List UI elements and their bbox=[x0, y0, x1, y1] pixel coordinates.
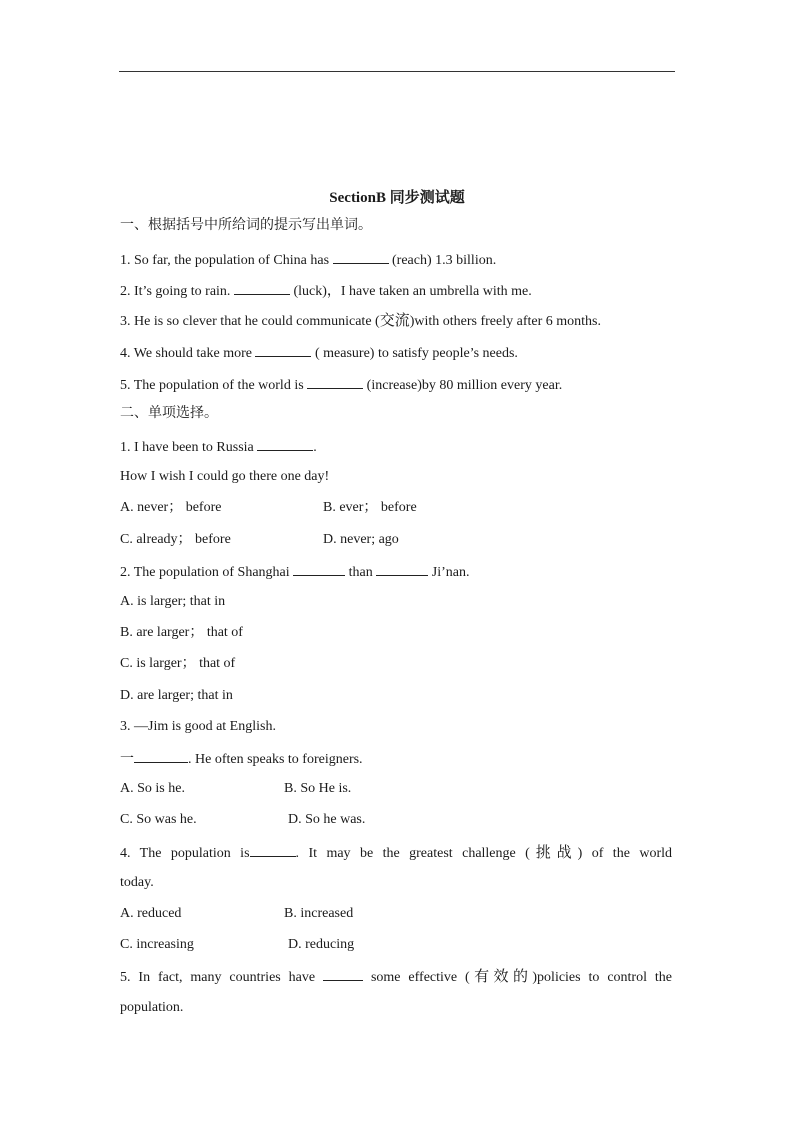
p2-q3-stem: 3. —Jim is good at English. bbox=[120, 719, 276, 734]
p2-q4-option-c[interactable]: C. increasing bbox=[120, 937, 194, 952]
answer-blank[interactable] bbox=[376, 562, 428, 576]
p2-q3-option-d[interactable]: D. So he was. bbox=[288, 812, 366, 827]
p2-q1-option-a[interactable]: A. never； before bbox=[120, 500, 222, 515]
p2-q2-stem: 2. The population of Shanghai than Ji’nan. bbox=[120, 562, 470, 582]
p2-q1-line2: How I wish I could go there one day! bbox=[120, 469, 330, 484]
p2-q2-option-c[interactable]: C. is larger； that of bbox=[120, 656, 236, 671]
p2-q4-option-a[interactable]: A. reduced bbox=[120, 906, 182, 921]
p2-q4-option-d[interactable]: D. reducing bbox=[288, 937, 355, 952]
p1-question-2: 2. It’s going to rain. (luck)，I have taken an umbrella with me. bbox=[120, 281, 532, 301]
answer-blank[interactable] bbox=[134, 749, 188, 763]
p2-q3-option-a[interactable]: A. So is he. bbox=[120, 781, 185, 796]
p1-question-5: 5. The population of the world is (increase)by 80 million every year. bbox=[120, 375, 562, 395]
p2-q4-stem: 4. The population is . It may be the greatest challenge (挑战) of the world bbox=[120, 843, 672, 861]
p2-q4-line2: today. bbox=[120, 875, 154, 890]
part1-heading: 一、根据括号中所给词的提示写出单词。 bbox=[120, 217, 372, 233]
answer-blank[interactable] bbox=[333, 250, 389, 264]
page-title: SectionB 同步测试题 bbox=[329, 190, 465, 206]
p2-q2-option-a[interactable]: A. is larger; that in bbox=[120, 594, 226, 609]
p1-question-4: 4. We should take more ( measure) to satisfy people’s needs. bbox=[120, 343, 518, 363]
p2-q1-option-c[interactable]: C. already； before bbox=[120, 532, 231, 547]
p1-question-1: 1. So far, the population of China has (reach) 1.3 billion. bbox=[120, 250, 496, 270]
part2-heading: 二、单项选择。 bbox=[120, 405, 218, 421]
header-rule bbox=[119, 71, 675, 72]
answer-blank[interactable] bbox=[307, 375, 363, 389]
p2-q3-option-b[interactable]: B. So He is. bbox=[284, 781, 352, 796]
answer-blank[interactable] bbox=[234, 281, 290, 295]
answer-blank[interactable] bbox=[255, 343, 311, 357]
answer-blank[interactable] bbox=[250, 843, 296, 857]
p2-q5-stem: 5. In fact, many countries have some effective (有效的)policies to control the bbox=[120, 967, 673, 985]
p2-q2-option-d[interactable]: D. are larger; that in bbox=[120, 688, 233, 703]
answer-blank[interactable] bbox=[257, 437, 313, 451]
p1-question-3: 3. He is so clever that he could communicate (交流)with others freely after 6 months. bbox=[120, 311, 601, 329]
p2-q1-option-d[interactable]: D. never; ago bbox=[323, 532, 399, 547]
p2-q1-option-b[interactable]: B. ever； before bbox=[323, 500, 417, 515]
p2-q3-line2: 一 . He often speaks to foreigners. bbox=[120, 749, 363, 769]
answer-blank[interactable] bbox=[293, 562, 345, 576]
p2-q2-option-b[interactable]: B. are larger； that of bbox=[120, 625, 243, 640]
p2-q4-option-b[interactable]: B. increased bbox=[284, 906, 354, 921]
p2-q5-line2: population. bbox=[120, 1000, 184, 1015]
p2-q1-stem: 1. I have been to Russia . bbox=[120, 437, 317, 457]
p2-q3-option-c[interactable]: C. So was he. bbox=[120, 812, 197, 827]
answer-blank[interactable] bbox=[323, 967, 363, 981]
